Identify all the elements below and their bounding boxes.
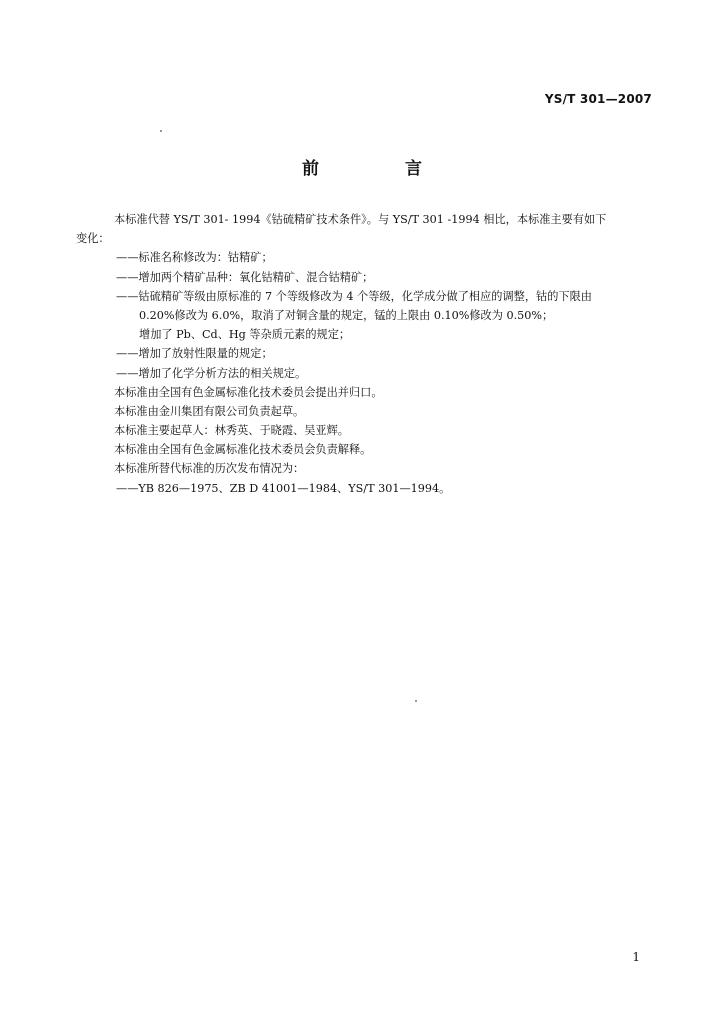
scan-speck <box>160 130 162 132</box>
list-item: ——增加两个精矿品种：氧化钴精矿、混合钴精矿； <box>116 270 374 284</box>
list-item: ——增加了放射性限量的规定； <box>116 347 273 361</box>
list-item: ——YB 826—1975、ZB D 41001—1984、YS/T 301—1994。 <box>116 481 451 495</box>
page-title: 前 言 <box>302 159 462 179</box>
paragraph-line: 本标准代替 YS/T 301- 1994《钴硫精矿技术条件》。与 YS/T 301 -1994 相比，本标准主要有如下 <box>114 213 607 226</box>
scan-speck <box>415 700 417 702</box>
standard-code: YS/T 301—2007 <box>544 92 652 106</box>
list-item: ——标准名称修改为：钴精矿； <box>116 251 273 265</box>
paragraph-line: 变化： <box>76 232 110 246</box>
paragraph-line: 本标准由全国有色金属标准化技术委员会负责解释。 <box>114 443 372 457</box>
list-item: ——钴硫精矿等级由原标准的 7 个等级修改为 4 个等级，化学成分做了相应的调整，钴的下限由 <box>116 289 592 303</box>
page-number: 1 <box>632 950 640 964</box>
paragraph-line: 本标准主要起草人：林秀英、于晓霞、吴亚辉。 <box>114 424 349 438</box>
list-item-continuation: 0.20%修改为 6.0%，取消了对铜含量的规定，锰的上限由 0.10%修改为 0.50%； <box>139 308 554 322</box>
list-item: ——增加了化学分析方法的相关规定。 <box>116 366 307 380</box>
paragraph-line: 本标准由金川集团有限公司负责起草。 <box>114 404 305 418</box>
preface-body <box>76 210 661 498</box>
paragraph-line: 本标准所替代标准的历次发布情况为： <box>114 462 305 476</box>
list-item-continuation: 增加了 Pb、Cd、Hg 等杂质元素的规定； <box>139 328 351 342</box>
paragraph-line: 本标准由全国有色金属标准化技术委员会提出并归口。 <box>114 385 383 399</box>
